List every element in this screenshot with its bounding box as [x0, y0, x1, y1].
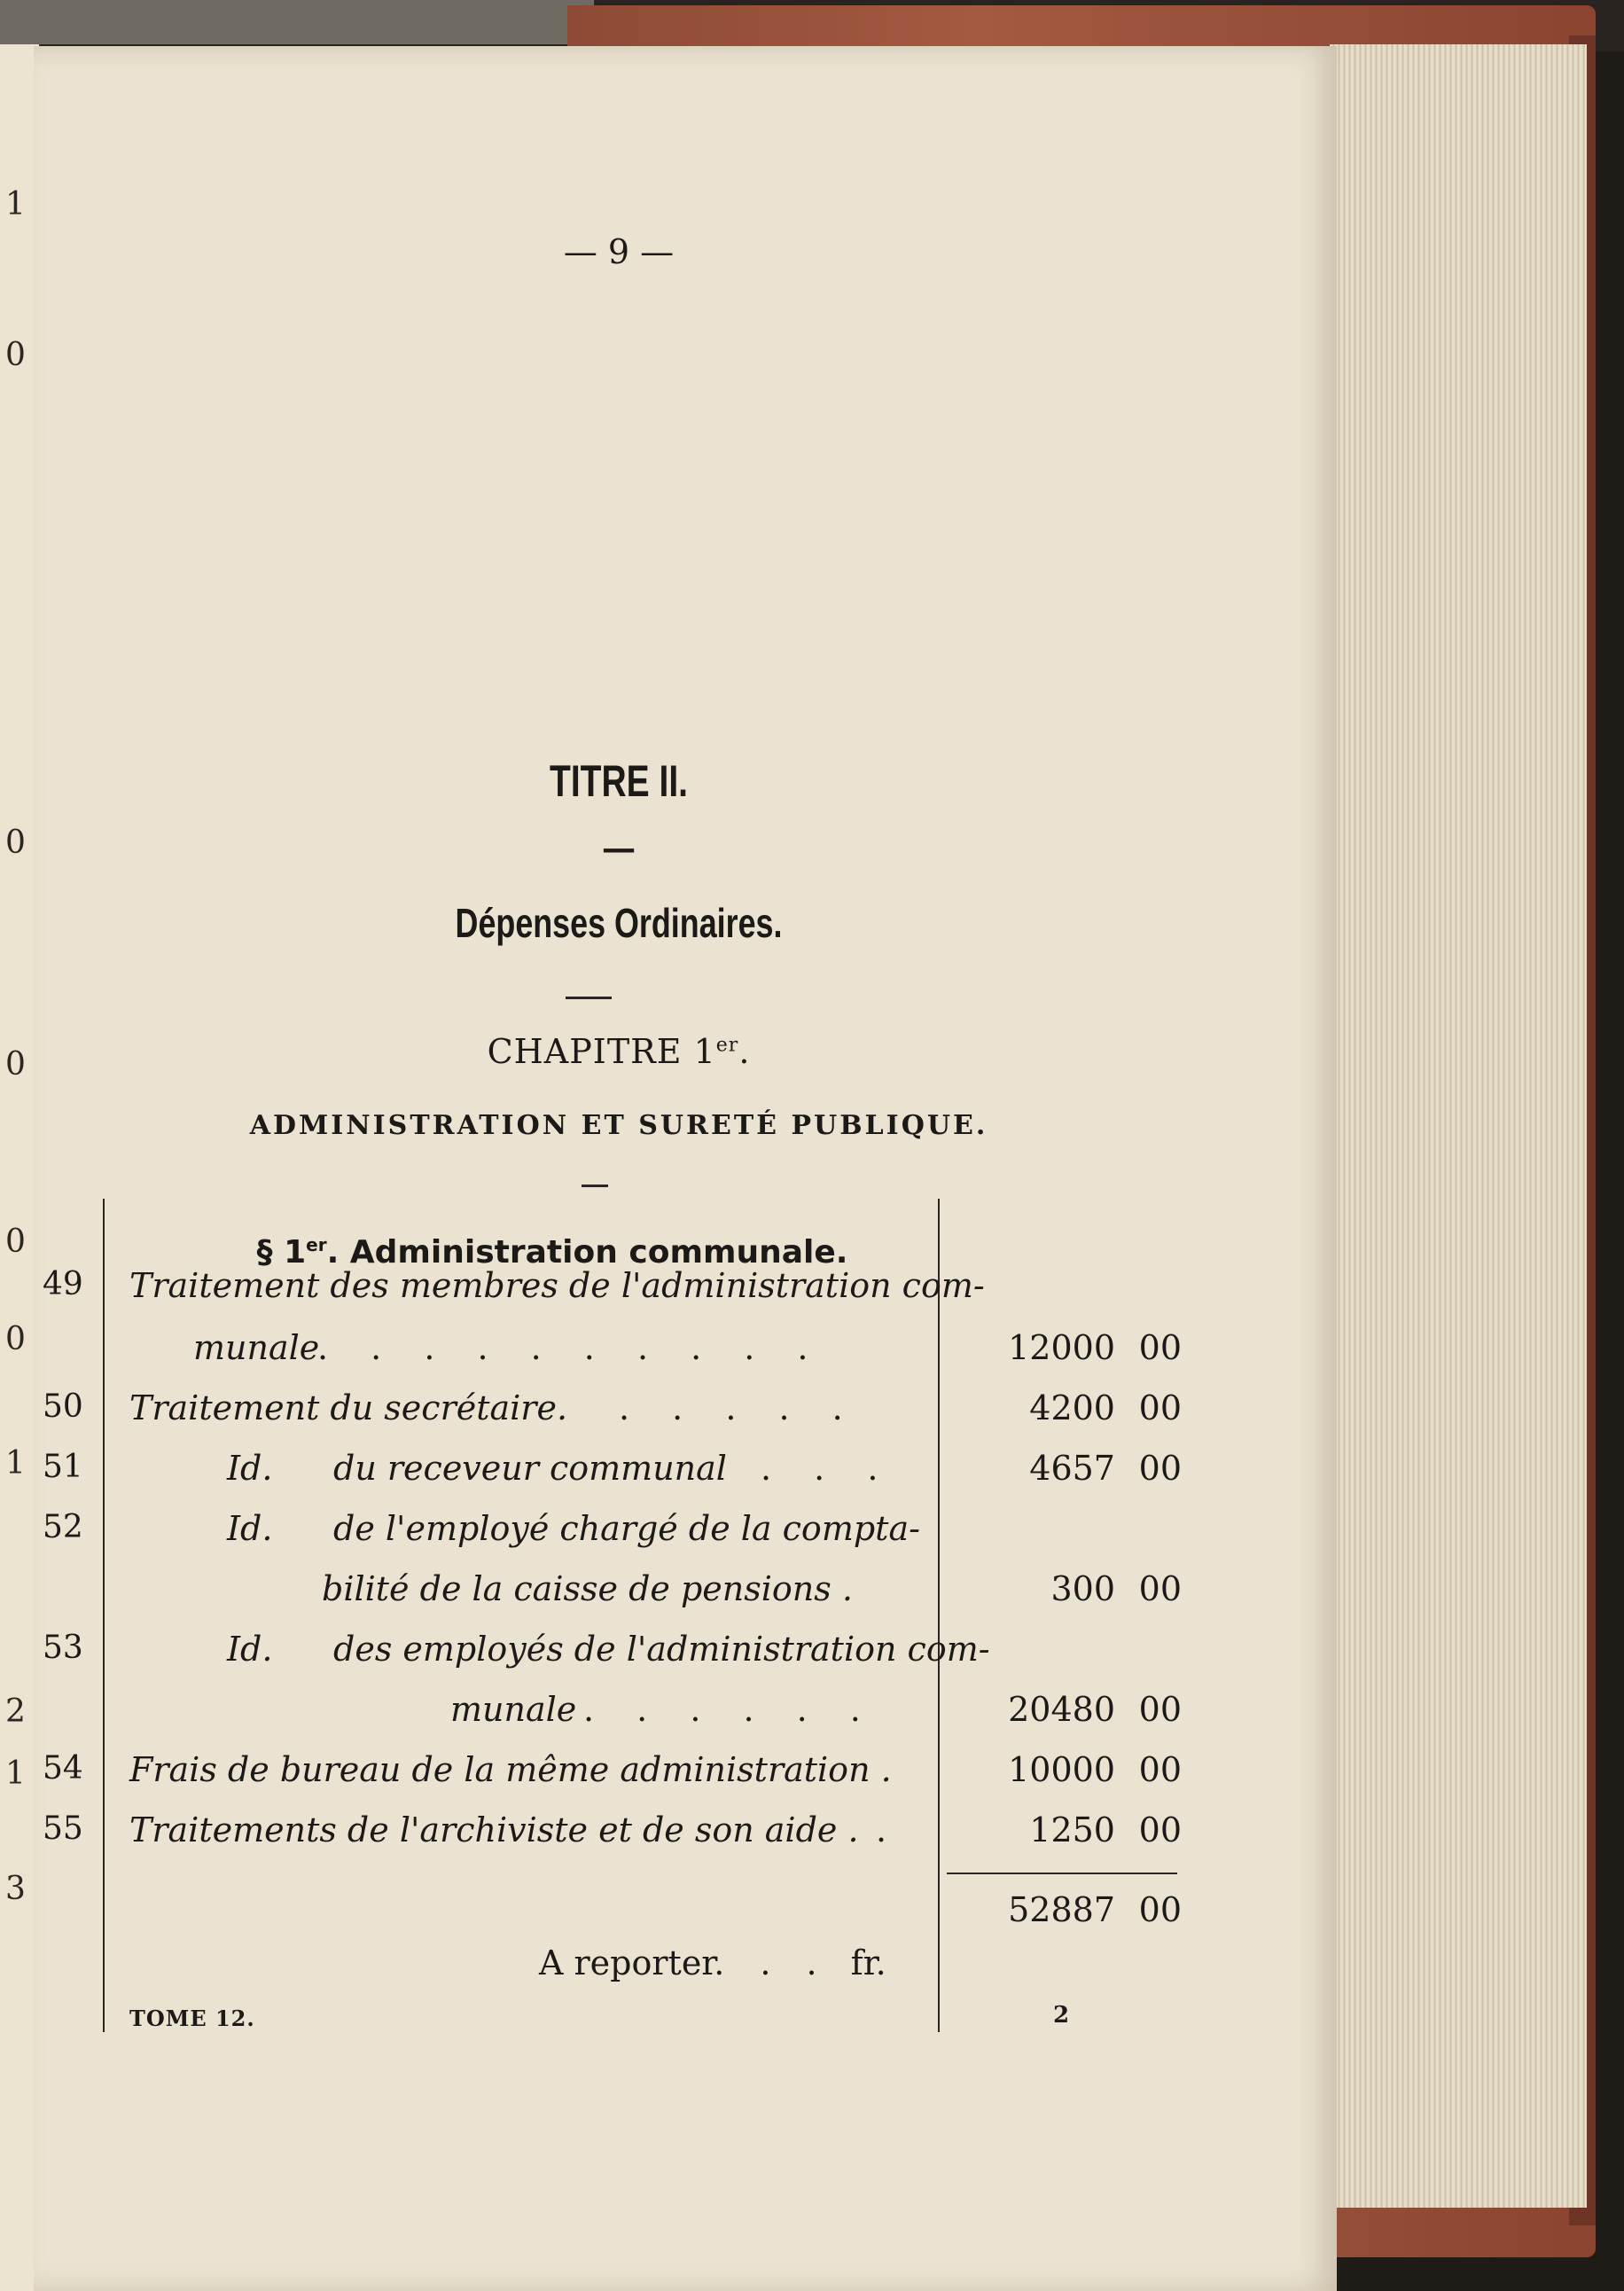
item-text: munale — [450, 1690, 577, 1729]
title-dash: — — [603, 826, 635, 870]
item-text: Frais de bureau de la même administration . — [129, 1750, 892, 1789]
item-amount: 10000 — [1008, 1750, 1115, 1789]
item-cents: 00 — [1138, 1569, 1182, 1608]
carry-unit: fr. — [850, 1943, 886, 1982]
margin-digit: 0 — [5, 825, 26, 861]
id-abbrev: Id. — [227, 1509, 273, 1548]
book-page — [34, 46, 1337, 2291]
item-text: Traitement des membres de l'administration com- — [129, 1266, 985, 1305]
chapter-end: . — [738, 1032, 751, 1071]
section-heading — [184, 1234, 920, 1271]
leader-dots: . . . . . — [619, 1388, 859, 1427]
rule-short — [566, 997, 612, 999]
item-text: bilité de la caisse de pensions . — [322, 1569, 853, 1608]
item-cents: 00 — [1138, 1690, 1182, 1729]
carry-amount: 52887 — [1008, 1890, 1115, 1929]
margin-digit: 0 — [5, 337, 26, 373]
page-number: — 9 — — [563, 232, 675, 271]
signature-mark: 2 — [1053, 2002, 1070, 2029]
page-block-edges — [1330, 44, 1587, 2208]
id-abbrev: Id. — [227, 1449, 273, 1488]
item-text: Traitements de l'archiviste et de son aide . — [129, 1810, 859, 1849]
chapter-sup: er — [715, 1034, 739, 1057]
item-number: 49 — [43, 1266, 83, 1302]
item-amount: 1250 — [1029, 1810, 1115, 1849]
item-amount: 4200 — [1029, 1388, 1115, 1427]
item-text: du receveur communal — [333, 1449, 727, 1488]
table-rule-left — [103, 1199, 105, 2032]
margin-digit: 1 — [5, 186, 26, 223]
item-amount: 20480 — [1008, 1690, 1115, 1729]
item-cents: 00 — [1138, 1810, 1182, 1849]
item-text: de l'employé chargé de la compta- — [333, 1509, 920, 1548]
margin-digit: 0 — [5, 1321, 26, 1357]
subtitle: Dépenses Ordinaires. — [455, 900, 783, 946]
item-number: 53 — [43, 1630, 83, 1666]
item-text: des employés de l'administration com- — [333, 1630, 990, 1669]
show-through — [832, 312, 1097, 348]
id-abbrev: Id. — [227, 1630, 273, 1669]
item-row — [129, 1630, 990, 1669]
margin-digit: 3 — [5, 1871, 26, 1907]
item-row — [129, 1449, 727, 1488]
leader-dots: . . . . . . — [583, 1690, 877, 1729]
item-number: 55 — [43, 1810, 83, 1847]
section-prefix: § 1 — [256, 1234, 307, 1271]
volume-mark: TOME 12. — [129, 2006, 255, 2031]
item-number: 52 — [43, 1509, 83, 1545]
rule-short — [582, 1185, 608, 1187]
leader-dots: . . . . . . . . . . — [317, 1328, 824, 1367]
carry-label: A reporter. — [539, 1943, 725, 1982]
item-amount: 12000 — [1008, 1328, 1115, 1367]
margin-digit: 0 — [5, 1224, 26, 1260]
item-row — [129, 1509, 920, 1548]
margin-digit: 1 — [5, 1755, 26, 1792]
section-sup: er — [306, 1234, 327, 1255]
carry-cents: 00 — [1138, 1890, 1182, 1929]
item-cents: 00 — [1138, 1388, 1182, 1427]
item-number: 54 — [43, 1750, 83, 1787]
leader-dots: . . . — [761, 1449, 894, 1488]
section-name: . Administration communale. — [326, 1234, 848, 1271]
carry-dots: . . — [760, 1943, 830, 1982]
title: TITRE II. — [550, 756, 688, 806]
item-text: Traitement du secrétaire. — [129, 1388, 568, 1427]
chapter-heading — [34, 1032, 1204, 1071]
item-cents: 00 — [1138, 1750, 1182, 1789]
margin-digit: 1 — [5, 1445, 26, 1482]
chapter-label: CHAPITRE 1 — [487, 1032, 716, 1071]
margin-digit: 0 — [5, 1046, 26, 1083]
item-amount: 4657 — [1029, 1449, 1115, 1488]
margin-digit: 2 — [5, 1693, 26, 1730]
sum-rule — [947, 1873, 1177, 1874]
item-number: 50 — [43, 1388, 83, 1425]
leader-dots: . — [876, 1810, 903, 1849]
item-amount: 300 — [1050, 1569, 1115, 1608]
item-cents: 00 — [1138, 1449, 1182, 1488]
item-text: munale — [193, 1328, 320, 1367]
scan-light-strip — [0, 0, 594, 44]
chapter-name: ADMINISTRATION ET SURETÉ PUBLIQUE. — [249, 1110, 988, 1141]
item-cents: 00 — [1138, 1328, 1182, 1367]
item-number: 51 — [43, 1449, 83, 1485]
carry-forward — [539, 1943, 886, 1982]
